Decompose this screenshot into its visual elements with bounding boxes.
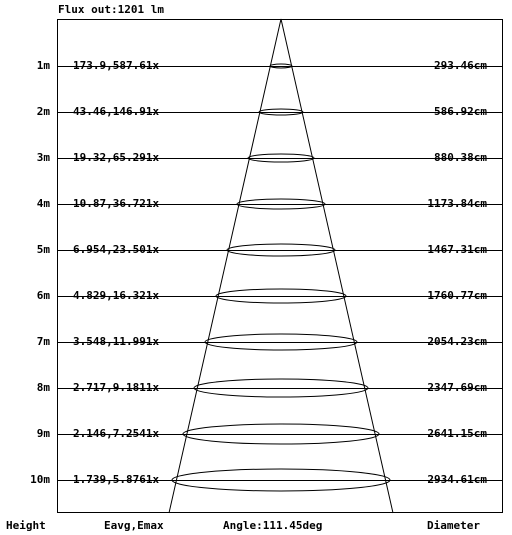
row-height: 4m bbox=[36, 197, 50, 210]
row-height: 7m bbox=[36, 335, 50, 348]
row-height: 1m bbox=[36, 59, 50, 72]
footer-angle-label: Angle:111.45deg bbox=[223, 519, 323, 532]
row-height: 8m bbox=[36, 381, 50, 394]
row-diameter: 2641.15cm bbox=[427, 427, 487, 440]
row-illuminance: 1.739,5.8761x bbox=[73, 473, 160, 486]
row-height: 9m bbox=[36, 427, 50, 440]
row-illuminance: 43.46,146.91x bbox=[73, 105, 160, 118]
row-illuminance: 19.32,65.291x bbox=[73, 151, 160, 164]
footer-diameter-label: Diameter bbox=[427, 519, 480, 532]
row-diameter: 586.92cm bbox=[434, 105, 487, 118]
flux-label: Flux out:1201 lm bbox=[58, 3, 164, 16]
row-illuminance: 173.9,587.61x bbox=[73, 59, 160, 72]
row-diameter: 293.46cm bbox=[434, 59, 487, 72]
row-height: 3m bbox=[36, 151, 50, 164]
row-diameter: 2934.61cm bbox=[427, 473, 487, 486]
row-illuminance: 10.87,36.721x bbox=[73, 197, 160, 210]
row-illuminance: 4.829,16.321x bbox=[73, 289, 160, 302]
row-height: 10m bbox=[30, 473, 50, 486]
row-diameter: 2347.69cm bbox=[427, 381, 487, 394]
row-diameter: 1467.31cm bbox=[427, 243, 487, 256]
footer-height-label: Height bbox=[6, 519, 46, 532]
row-illuminance: 2.717,9.1811x bbox=[73, 381, 160, 394]
beam-cone bbox=[169, 19, 393, 513]
row-illuminance: 2.146,7.2541x bbox=[73, 427, 160, 440]
row-diameter: 1173.84cm bbox=[427, 197, 487, 210]
row-illuminance: 6.954,23.501x bbox=[73, 243, 160, 256]
row-height: 2m bbox=[36, 105, 50, 118]
footer-eavg-label: Eavg,Emax bbox=[104, 519, 164, 532]
row-height: 5m bbox=[36, 243, 50, 256]
row-height: 6m bbox=[36, 289, 50, 302]
row-diameter: 1760.77cm bbox=[427, 289, 487, 302]
row-diameter: 880.38cm bbox=[434, 151, 487, 164]
row-diameter: 2054.23cm bbox=[427, 335, 487, 348]
row-illuminance: 3.548,11.991x bbox=[73, 335, 160, 348]
